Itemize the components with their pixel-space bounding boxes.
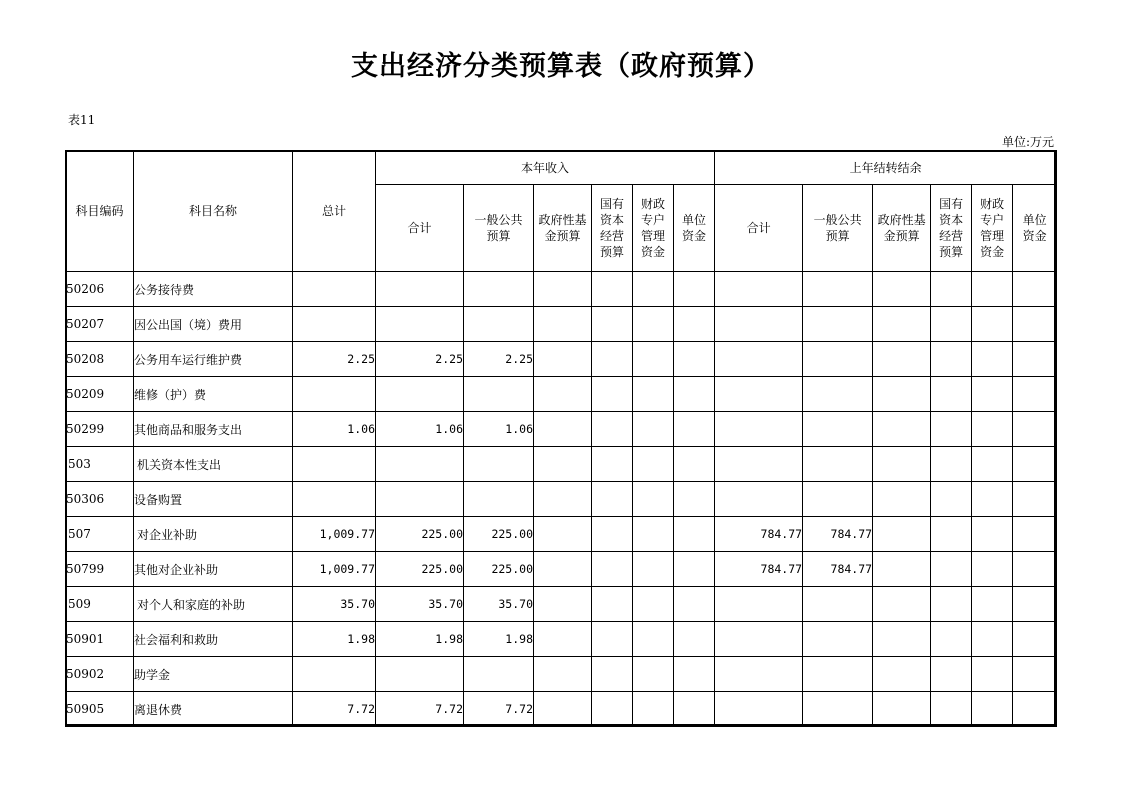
table-row — [66, 342, 1057, 377]
current-special-cell — [633, 587, 674, 622]
carry-general-cell — [803, 482, 873, 517]
code-cell: 50902 — [66, 657, 134, 692]
current-unit-fund-cell — [674, 552, 715, 587]
current-unit-fund-cell — [674, 342, 715, 377]
current-general-cell: 1.06 — [464, 412, 534, 447]
carry-unit-fund-cell — [1013, 412, 1057, 447]
current-unit-fund-cell — [674, 657, 715, 692]
code-cell: 50901 — [66, 622, 134, 657]
code-cell: 507 — [66, 517, 134, 552]
carry-sum-cell — [715, 657, 803, 692]
carry-special-cell — [972, 517, 1013, 552]
current-state-capital-cell — [592, 587, 633, 622]
current-special-cell — [633, 482, 674, 517]
carry-general-cell: 784.77 — [803, 552, 873, 587]
carry-sum-cell — [715, 412, 803, 447]
budget-table — [65, 150, 1057, 727]
carry-state-capital-cell — [931, 377, 972, 412]
current-sum-cell — [376, 447, 464, 482]
carry-special-cell — [972, 587, 1013, 622]
carry-general-cell — [803, 342, 873, 377]
carry-unit-fund-cell — [1013, 377, 1057, 412]
current-special-cell — [633, 517, 674, 552]
current-general-cell — [464, 657, 534, 692]
total-cell: 1,009.77 — [293, 552, 376, 587]
current-state-capital-cell — [592, 272, 633, 307]
current-general-cell: 2.25 — [464, 342, 534, 377]
carry-unit-fund-cell — [1013, 307, 1057, 342]
carry-fund-cell — [873, 657, 931, 692]
name-cell: 因公出国（境）费用 — [134, 307, 293, 342]
current-general-cell — [464, 307, 534, 342]
current-unit-fund-cell — [674, 377, 715, 412]
carry-special-cell — [972, 482, 1013, 517]
carry-unit-fund-cell — [1013, 552, 1057, 587]
header-carry-special: 财政专户管理资金 — [972, 185, 1013, 272]
current-fund-cell — [534, 517, 592, 552]
name-cell: 对个人和家庭的补助 — [134, 587, 293, 622]
table-row — [66, 552, 1057, 587]
current-general-cell — [464, 377, 534, 412]
total-cell: 1.06 — [293, 412, 376, 447]
current-special-cell — [633, 412, 674, 447]
carry-sum-cell — [715, 447, 803, 482]
carry-special-cell — [972, 552, 1013, 587]
carry-sum-cell — [715, 342, 803, 377]
name-cell: 其他商品和服务支出 — [134, 412, 293, 447]
name-cell: 助学金 — [134, 657, 293, 692]
current-general-cell: 225.00 — [464, 517, 534, 552]
carry-unit-fund-cell — [1013, 587, 1057, 622]
carry-state-capital-cell — [931, 482, 972, 517]
current-state-capital-cell — [592, 307, 633, 342]
carry-sum-cell: 784.77 — [715, 552, 803, 587]
carry-fund-cell — [873, 342, 931, 377]
name-cell: 社会福利和救助 — [134, 622, 293, 657]
total-cell: 1.98 — [293, 622, 376, 657]
carry-special-cell — [972, 657, 1013, 692]
current-sum-cell: 225.00 — [376, 552, 464, 587]
carry-state-capital-cell — [931, 342, 972, 377]
current-fund-cell — [534, 412, 592, 447]
carry-fund-cell — [873, 587, 931, 622]
header-current-special: 财政专户管理资金 — [633, 185, 674, 272]
current-special-cell — [633, 272, 674, 307]
code-cell: 50207 — [66, 307, 134, 342]
total-cell — [293, 272, 376, 307]
carry-unit-fund-cell — [1013, 692, 1057, 727]
current-fund-cell — [534, 692, 592, 727]
current-general-cell: 1.98 — [464, 622, 534, 657]
current-general-cell — [464, 272, 534, 307]
carry-general-cell — [803, 657, 873, 692]
current-unit-fund-cell — [674, 412, 715, 447]
current-special-cell — [633, 342, 674, 377]
current-state-capital-cell — [592, 482, 633, 517]
code-cell: 50299 — [66, 412, 134, 447]
current-state-capital-cell — [592, 412, 633, 447]
carry-special-cell — [972, 447, 1013, 482]
table-row — [66, 482, 1057, 517]
carry-fund-cell — [873, 692, 931, 727]
carry-unit-fund-cell — [1013, 657, 1057, 692]
carry-sum-cell — [715, 692, 803, 727]
carry-state-capital-cell — [931, 692, 972, 727]
current-state-capital-cell — [592, 517, 633, 552]
carry-fund-cell — [873, 517, 931, 552]
header-current-unit-fund: 单位资金 — [674, 185, 715, 272]
carry-general-cell — [803, 692, 873, 727]
name-cell: 设备购置 — [134, 482, 293, 517]
carry-fund-cell — [873, 377, 931, 412]
current-general-cell — [464, 447, 534, 482]
carry-sum-cell — [715, 482, 803, 517]
total-cell — [293, 307, 376, 342]
current-special-cell — [633, 692, 674, 727]
carry-unit-fund-cell — [1013, 272, 1057, 307]
carry-general-cell: 784.77 — [803, 517, 873, 552]
table-number: 表11 — [68, 113, 96, 127]
current-sum-cell — [376, 307, 464, 342]
current-fund-cell — [534, 657, 592, 692]
current-fund-cell — [534, 377, 592, 412]
header-carry-state-capital: 国有资本经营预算 — [931, 185, 972, 272]
carry-special-cell — [972, 272, 1013, 307]
current-unit-fund-cell — [674, 307, 715, 342]
table-row — [66, 412, 1057, 447]
code-cell: 503 — [66, 447, 134, 482]
table-row — [66, 587, 1057, 622]
current-unit-fund-cell — [674, 517, 715, 552]
current-special-cell — [633, 622, 674, 657]
current-state-capital-cell — [592, 552, 633, 587]
current-unit-fund-cell — [674, 272, 715, 307]
table-row — [66, 377, 1057, 412]
carry-fund-cell — [873, 272, 931, 307]
code-cell: 50306 — [66, 482, 134, 517]
code-cell: 50206 — [66, 272, 134, 307]
table-row — [66, 622, 1057, 657]
header-current-sum: 合计 — [376, 185, 464, 272]
current-general-cell: 225.00 — [464, 552, 534, 587]
code-cell: 50799 — [66, 552, 134, 587]
carry-special-cell — [972, 307, 1013, 342]
carry-sum-cell — [715, 272, 803, 307]
header-code: 科目编码 — [66, 151, 134, 272]
total-cell: 1,009.77 — [293, 517, 376, 552]
carry-unit-fund-cell — [1013, 482, 1057, 517]
carry-sum-cell — [715, 587, 803, 622]
current-fund-cell — [534, 272, 592, 307]
current-fund-cell — [534, 552, 592, 587]
current-sum-cell — [376, 272, 464, 307]
current-fund-cell — [534, 447, 592, 482]
current-fund-cell — [534, 342, 592, 377]
current-fund-cell — [534, 482, 592, 517]
table-row — [66, 692, 1057, 727]
current-fund-cell — [534, 587, 592, 622]
carry-state-capital-cell — [931, 517, 972, 552]
table-row — [66, 447, 1057, 482]
carry-unit-fund-cell — [1013, 517, 1057, 552]
carry-special-cell — [972, 622, 1013, 657]
carry-fund-cell — [873, 412, 931, 447]
name-cell: 机关资本性支出 — [134, 447, 293, 482]
carry-general-cell — [803, 307, 873, 342]
current-general-cell: 35.70 — [464, 587, 534, 622]
header-current-income: 本年收入 — [376, 151, 715, 185]
carry-general-cell — [803, 622, 873, 657]
table-row — [66, 657, 1057, 692]
total-cell: 2.25 — [293, 342, 376, 377]
header-total: 总计 — [293, 151, 376, 272]
carry-state-capital-cell — [931, 272, 972, 307]
carry-state-capital-cell — [931, 622, 972, 657]
current-sum-cell — [376, 377, 464, 412]
current-special-cell — [633, 657, 674, 692]
carry-unit-fund-cell — [1013, 447, 1057, 482]
carry-state-capital-cell — [931, 412, 972, 447]
current-sum-cell: 7.72 — [376, 692, 464, 727]
code-cell: 50208 — [66, 342, 134, 377]
total-cell — [293, 447, 376, 482]
current-special-cell — [633, 447, 674, 482]
header-carryover: 上年结转结余 — [715, 151, 1057, 185]
header-current-general: 一般公共预算 — [464, 185, 534, 272]
current-special-cell — [633, 552, 674, 587]
table-row — [66, 307, 1057, 342]
carry-special-cell — [972, 412, 1013, 447]
header-carry-sum: 合计 — [715, 185, 803, 272]
code-cell: 50209 — [66, 377, 134, 412]
code-cell: 509 — [66, 587, 134, 622]
total-cell — [293, 657, 376, 692]
current-sum-cell: 2.25 — [376, 342, 464, 377]
header-current-state-capital: 国有资本经营预算 — [592, 185, 633, 272]
header-carry-unit-fund: 单位资金 — [1013, 185, 1057, 272]
carry-fund-cell — [873, 482, 931, 517]
current-sum-cell — [376, 482, 464, 517]
carry-general-cell — [803, 377, 873, 412]
table-row — [66, 272, 1057, 307]
header-name: 科目名称 — [134, 151, 293, 272]
header-current-fund: 政府性基金预算 — [534, 185, 592, 272]
carry-sum-cell — [715, 377, 803, 412]
carry-special-cell — [972, 377, 1013, 412]
carry-fund-cell — [873, 447, 931, 482]
carry-fund-cell — [873, 307, 931, 342]
current-state-capital-cell — [592, 447, 633, 482]
unit-label: 单位:万元 — [1001, 135, 1054, 149]
current-state-capital-cell — [592, 342, 633, 377]
code-cell: 50905 — [66, 692, 134, 727]
current-general-cell: 7.72 — [464, 692, 534, 727]
total-cell: 35.70 — [293, 587, 376, 622]
carry-state-capital-cell — [931, 552, 972, 587]
current-state-capital-cell — [592, 692, 633, 727]
carry-special-cell — [972, 342, 1013, 377]
name-cell: 维修（护）费 — [134, 377, 293, 412]
total-cell: 7.72 — [293, 692, 376, 727]
current-state-capital-cell — [592, 377, 633, 412]
name-cell: 对企业补助 — [134, 517, 293, 552]
carry-special-cell — [972, 692, 1013, 727]
carry-general-cell — [803, 587, 873, 622]
current-special-cell — [633, 307, 674, 342]
current-unit-fund-cell — [674, 622, 715, 657]
carry-fund-cell — [873, 622, 931, 657]
carry-sum-cell — [715, 307, 803, 342]
current-sum-cell: 1.98 — [376, 622, 464, 657]
name-cell: 公务用车运行维护费 — [134, 342, 293, 377]
current-special-cell — [633, 377, 674, 412]
carry-general-cell — [803, 272, 873, 307]
current-unit-fund-cell — [674, 447, 715, 482]
carry-general-cell — [803, 412, 873, 447]
current-unit-fund-cell — [674, 482, 715, 517]
carry-sum-cell: 784.77 — [715, 517, 803, 552]
page-title: 支出经济分类预算表（政府预算） — [351, 51, 771, 82]
carry-state-capital-cell — [931, 307, 972, 342]
current-state-capital-cell — [592, 622, 633, 657]
name-cell: 其他对企业补助 — [134, 552, 293, 587]
carry-sum-cell — [715, 622, 803, 657]
current-sum-cell: 1.06 — [376, 412, 464, 447]
total-cell — [293, 482, 376, 517]
current-unit-fund-cell — [674, 587, 715, 622]
current-sum-cell: 35.70 — [376, 587, 464, 622]
current-fund-cell — [534, 622, 592, 657]
header-carry-fund: 政府性基金预算 — [873, 185, 931, 272]
table-row — [66, 517, 1057, 552]
current-sum-cell: 225.00 — [376, 517, 464, 552]
current-general-cell — [464, 482, 534, 517]
carry-state-capital-cell — [931, 447, 972, 482]
carry-state-capital-cell — [931, 587, 972, 622]
carry-general-cell — [803, 447, 873, 482]
carry-unit-fund-cell — [1013, 622, 1057, 657]
total-cell — [293, 377, 376, 412]
name-cell: 离退休费 — [134, 692, 293, 727]
carry-fund-cell — [873, 552, 931, 587]
carry-unit-fund-cell — [1013, 342, 1057, 377]
carry-state-capital-cell — [931, 657, 972, 692]
name-cell: 公务接待费 — [134, 272, 293, 307]
header-carry-general: 一般公共预算 — [803, 185, 873, 272]
current-fund-cell — [534, 307, 592, 342]
current-unit-fund-cell — [674, 692, 715, 727]
current-state-capital-cell — [592, 657, 633, 692]
current-sum-cell — [376, 657, 464, 692]
